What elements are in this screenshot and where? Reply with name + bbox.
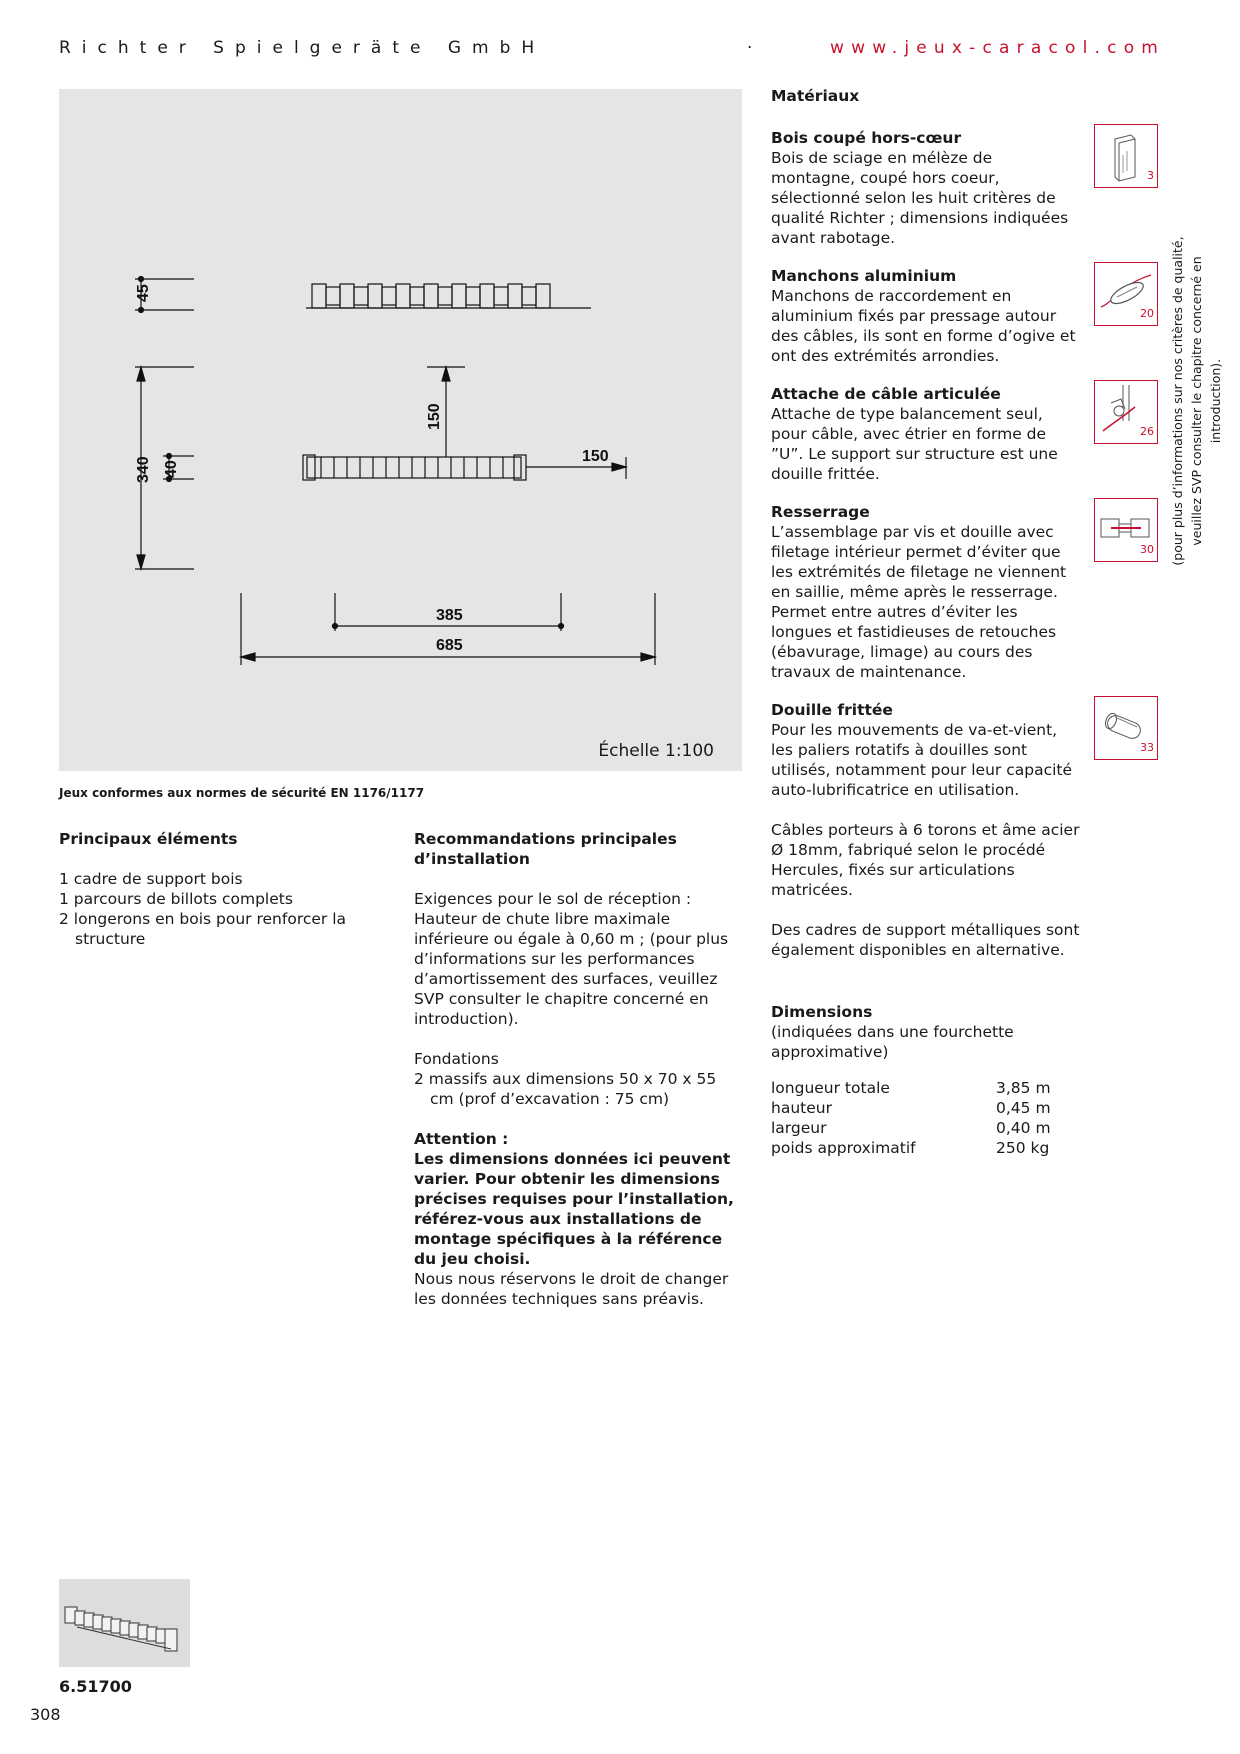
header-separator: · [747,38,764,58]
sintered-bushing-icon [1094,696,1158,760]
material-item [771,266,1154,366]
material-text: L’assemblage par vis et douille avec filetage intérieur permet d’éviter que les extrémités de filetage ne viennent en saillie, même après le resserrage. Permet entre autres d’éviter les longues et fastidieuses de retouches (ébavurage, limage) au cours des travaux de maintenance. [771,523,1067,681]
element-item: 1 cadre de support bois [59,870,243,888]
material-text: Bois de sciage en mélèze de montagne, coupé hors coeur, sélectionné selon les huit critères de qualité Richter ; dimensions indiquées avant rabotage. [771,149,1069,247]
icon-number: 30 [1140,543,1154,556]
attention-disclaimer: Nous nous réservons le droit de changer les données techniques sans préavis. [414,1270,729,1308]
metal-frames-text: Des cadres de support métalliques sont également disponibles en alternative. [771,921,1080,959]
product-thumbnail [59,1579,190,1667]
screw-sleeve-icon [1094,498,1158,562]
cables-text: Câbles porteurs à 6 torons et âme acier Ø 18mm, fabriqué selon le procédé Hercules, fixés sur articulations matricées. [771,821,1080,899]
material-item [771,128,1154,248]
dim-label-inner-depth: 40 [163,460,180,478]
dimension-value: 250 kg [996,1139,1050,1157]
material-item [771,384,1154,484]
dim-label-vertical-150: 150 [426,403,443,430]
dimension-row [771,1138,1091,1158]
material-text: Pour les mouvements de va-et-vient, les paliers rotatifs à douilles sont utilisés, notamment pour leur capacité auto-lubrificatrice en utilisation. [771,721,1073,799]
material-item [771,502,1154,682]
sol-reception-text: Exigences pour le sol de réception : Hauteur de chute libre maximale inférieure ou égale à 0,60 m ; (pour plus d’informations sur les performances d’amortissement des surfaces, veuillez SVP consulter le chapitre concerné en introduction). [414,890,729,1028]
dimension-value: 0,40 m [996,1119,1051,1137]
company-name: Richter Spielgeräte GmbH [59,38,546,58]
dimension-label: largeur [771,1119,827,1137]
dimension-label: hauteur [771,1099,832,1117]
page-number: 308 [30,1705,61,1724]
norms-note: Jeux conformes aux normes de sécurité EN 1176/1177 [59,786,425,800]
dim-label-height: 45 [135,284,152,302]
dimension-row [771,1098,1091,1118]
dim-label-length-total: 685 [436,637,463,654]
material-title: Douille frittée [771,701,893,719]
aluminium-sleeve-icon [1094,262,1158,326]
dimensions-heading: Dimensions [771,1003,873,1021]
website-url[interactable]: www.jeux-caracol.com [830,38,1166,58]
icon-number: 3 [1147,169,1154,182]
material-text: Manchons de raccordement en aluminium fixés par pressage autour des câbles, ils sont en forme d’ogive et ont des extrémités arrondies. [771,287,1076,365]
top-view-logs [303,455,526,480]
dimension-row [771,1078,1091,1098]
attention-warning: Les dimensions données ici peuvent varier. Pour obtenir les dimensions précises requises pour l’installation, référez-vous aux installations de montage spécifiques à la référence du jeu choisi. [414,1150,734,1268]
element-item: 2 longerons en bois pour renforcer la structure [59,910,347,948]
principaux-elements [59,829,379,949]
recommandations-installation [414,829,744,1309]
dim-label-length-inner: 385 [436,607,463,624]
wood-beam-icon [1094,124,1158,188]
side-note-text: (pour plus d’informations sur nos critères de qualité, veuillez SVP consulter le chapitre concerné en introduction). [1170,236,1223,566]
material-title: Resserrage [771,503,870,521]
drawing-svg [59,89,742,771]
scale-label: Échelle 1:100 [598,741,714,761]
element-item: 1 parcours de billots complets [59,890,293,908]
dim-label-horizontal-150: 150 [582,448,609,465]
side-note [1168,226,1223,576]
dimension-label: poids approximatif [771,1139,916,1157]
dimension-value: 0,45 m [996,1099,1051,1117]
dimension-value: 3,85 m [996,1079,1051,1097]
attention-title: Attention : [414,1130,509,1148]
fondations-text: 2 massifs aux dimensions 50 x 70 x 55 cm (prof d’excavation : 75 cm) [414,1070,717,1108]
side-view-logs [306,284,591,308]
material-title: Manchons aluminium [771,267,957,285]
dim-label-total-depth: 340 [135,456,152,483]
material-text: Attache de type balancement seul, pour câble, avec étrier en forme de ”U”. Le support sur structure est une douille frittée. [771,405,1058,483]
principaux-heading: Principaux éléments [59,830,238,848]
dimensions-subheading: (indiquées dans une fourchette approximative) [771,1023,1014,1061]
fondations-title: Fondations [414,1050,499,1068]
product-reference: 6.51700 [59,1677,132,1696]
material-item [771,700,1154,800]
dimensions-table [771,1078,1091,1158]
cable-joint-icon [1094,380,1158,444]
technical-drawing [59,89,742,771]
icon-number: 33 [1140,741,1154,754]
material-title: Bois coupé hors-cœur [771,129,962,147]
dimension-label: longueur totale [771,1079,890,1097]
materiaux-section [771,86,1154,1158]
materiaux-heading: Matériaux [771,87,860,105]
icon-number: 20 [1140,307,1154,320]
icon-number: 26 [1140,425,1154,438]
dimension-row [771,1118,1091,1138]
recommandations-heading: Recommandations principales d’installation [414,830,677,868]
material-title: Attache de câble articulée [771,385,1001,403]
